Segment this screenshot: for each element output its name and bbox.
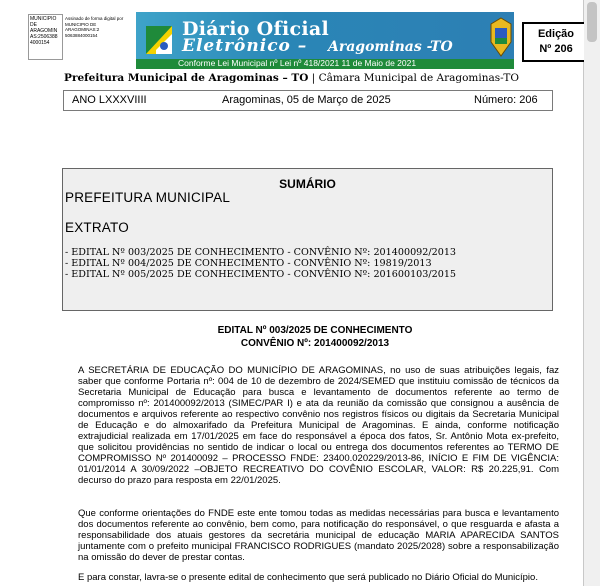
issue-date: Aragominas, 05 de Março de 2025	[222, 94, 391, 106]
issue-year: ANO LXXXVIIII	[72, 94, 147, 106]
summary-item: - EDITAL Nº 005/2025 DE CONHECIMENTO - CONVÊNIO Nº: 201600103/2015	[65, 269, 457, 280]
subheader-separator: |	[308, 72, 319, 84]
edital-convenio: CONVÊNIO Nº: 201400092/2013	[240, 338, 390, 349]
edital-paragraph: Que conforme orientações do FNDE este ente tomou todas as medidas necessárias para busca e levantamento dos documentos referente ao convênio, bem como, para notificação do responsável, o que resguarda e afasta a responsabilidade dos atuais gestores da secretária municipal de educação MARIA APARECIDA SANTOS juntamente com o prefeito municipal FRANCISCO RODRIGUES (mandato 2025/2028) sobre a responsabilização na omissão do dever de prestar contas.	[78, 508, 559, 563]
scrollbar-thumb[interactable]	[587, 2, 597, 42]
summary-section-prefeitura: PREFEITURA MUNICIPAL	[65, 190, 231, 205]
edition-label: Edição	[537, 28, 575, 40]
municipal-crest-icon	[489, 16, 513, 60]
summary-section-extrato: EXTRATO	[65, 220, 129, 235]
masthead	[28, 12, 588, 69]
masthead-law: Conforme Lei Municipal nº Lei nº 418/2021 11 de Maio de 2021	[178, 58, 417, 68]
masthead-title-line1: Diário Oficial	[182, 18, 329, 40]
summary-item: - EDITAL Nº 003/2025 DE CONHECIMENTO - CONVÊNIO Nº: 201400092/2013	[65, 247, 457, 258]
vertical-scrollbar[interactable]	[584, 0, 600, 586]
state-flag-icon	[144, 22, 174, 58]
issue-number: Número: 206	[474, 94, 538, 106]
summary-box	[62, 168, 553, 311]
edital-paragraph: E para constar, lavra-se o presente edital de conhecimento que será publicado no Diário Oficial do Município.	[78, 572, 538, 583]
edition-box	[522, 22, 590, 62]
subheader	[0, 72, 583, 84]
edital-title: EDITAL Nº 003/2025 DE CONHECIMENTO	[217, 325, 413, 336]
digital-signature-stamp: MUNICIPIO DE ARAGOMIN AS:2506388 4000154	[28, 14, 63, 60]
info-bar	[63, 90, 553, 111]
subheader-right: Câmara Municipal de Aragominas-TO	[318, 72, 519, 84]
masthead-title-line2: Eletrônico –	[182, 36, 308, 56]
masthead-city: Aragominas -TO	[328, 39, 453, 55]
digital-signature-note: Assinado de forma digital por MUNICIPIO DE ARAGOMINAS:2 5063884000154	[65, 16, 124, 38]
summary-title: SUMÁRIO	[279, 177, 336, 191]
summary-item: - EDITAL Nº 004/2025 DE CONHECIMENTO - CONVÊNIO Nº: 19819/2013	[65, 258, 432, 269]
edital-heading	[0, 324, 600, 350]
edital-paragraph: A SECRETÁRIA DE EDUCAÇÃO DO MUNICÍPIO DE ARAGOMINAS, no uso de suas atribuições legais, faz saber que conforme Portaria nº: 004 de 10 de dezembro de 2024/SEMED que instituiu comissão de técnicos da Secretaria Municipal de Educação para busca e levantamento de documentos referente ao termo de compromisso nº: 201400092/2013 (SIMEC/PAR I) e ata da reunião da comissão que consignou a ausência de documentos e arquivos referente ao respectivo convênio nos registros físicos ou digitais da Secretaria Municipal de Educação e do almoxarifado da Prefeitura Municipal de Aragominas. E ainda, conforme notificação extrajudicial realizada em 17/01/2025 em face do responsável a época dos fatos, Sr. Antônio Mota ex-prefeito, que solicitou providências no sentido de indicar o local ou entrega dos documentos referentes ao TERMO DE COMPROMISSO Nº 201400092 – PROCESSO FNDE: 23400.020229/2013-86, INÍCIO E FIM DE VIGÊNCIA: 01/01/2014 A 30/09/2022 –OBJETO RECREATIVO DO COVÊNIO ESCOLAR, VALOR: R$ 20.225,91. Com decurso do prazo para resposta em 22/01/2025.	[78, 365, 559, 486]
subheader-left: Prefeitura Municipal de Aragominas – TO	[64, 72, 309, 84]
edition-number: Nº 206	[539, 43, 573, 55]
